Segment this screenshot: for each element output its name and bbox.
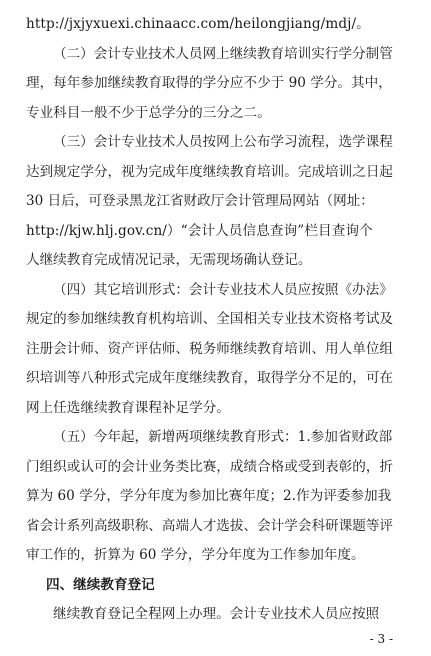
- url-line: http://jxjyxuexi.chinaacc.com/heilongjiang/mdj/。: [26, 16, 370, 32]
- page-number: - 3 -: [369, 632, 393, 646]
- para-4-line-1: （四）其它培训形式：会计专业技术人员应按照《办法》: [53, 281, 393, 298]
- para-4-line-5: 网上任选继续教育课程补足学分。: [26, 399, 230, 416]
- para-2-line-3: 专业科目一般不少于总学分的三分之二。: [26, 104, 271, 121]
- section-heading: 四、继续教育登记: [46, 576, 155, 593]
- para-3-line-2: 达到规定学分，视为完成年度继续教育培训。完成培训之日起: [26, 163, 394, 180]
- document-page: [0, 10, 431, 656]
- para-3-line-4: http://kjw.hlj.gov.cn/）“会计人员信息查询”栏目查询个: [26, 222, 373, 239]
- para-2-line-1: （二）会计专业技术人员网上继续教育培训实行学分制管: [53, 45, 393, 62]
- para-5-line-3: 算为 60 学分，学分年度为参加比赛年度；2.作为评委参加我: [26, 488, 392, 504]
- para-4-line-4: 织培训等八种形式完成年度继续教育，取得学分不足的，可在: [26, 370, 394, 386]
- para-5-line-5: 审工作的，折算为 60 学分，学分年度为工作参加年度。: [26, 547, 365, 563]
- para-5-line-1: （五）今年起，新增两项继续教育形式：1.参加省财政部: [53, 429, 393, 445]
- para-3-line-5: 人继续教育完成情况记录，无需现场确认登记。: [26, 252, 312, 268]
- para-5-line-2: 门组织或认可的会计业务类比赛，成绩合格或受到表彰的，折: [26, 458, 394, 475]
- para-2-line-2: 理，每年参加继续教育取得的学分应不少于 90 学分。其中，: [26, 75, 392, 91]
- para-6-line-1: 继续教育登记全程网上办理。会计专业技术人员应按照: [53, 606, 380, 622]
- para-4-line-3: 注册会计师、资产评估师、税务师继续教育培训、用人单位组: [26, 340, 394, 357]
- para-3-line-1: （三）会计专业技术人员按网上公布学习流程，选学课程: [53, 134, 393, 150]
- para-3-line-3: 30 日后，可登录黑龙江省财政厅会计管理局网站（网址：: [26, 193, 374, 209]
- para-4-line-2: 规定的参加继续教育机构培训、全国相关专业技术资格考试及: [26, 311, 394, 327]
- para-5-line-4: 省会计系列高级职称、高端人才选拔、会计学会科研课题等评: [26, 517, 394, 534]
